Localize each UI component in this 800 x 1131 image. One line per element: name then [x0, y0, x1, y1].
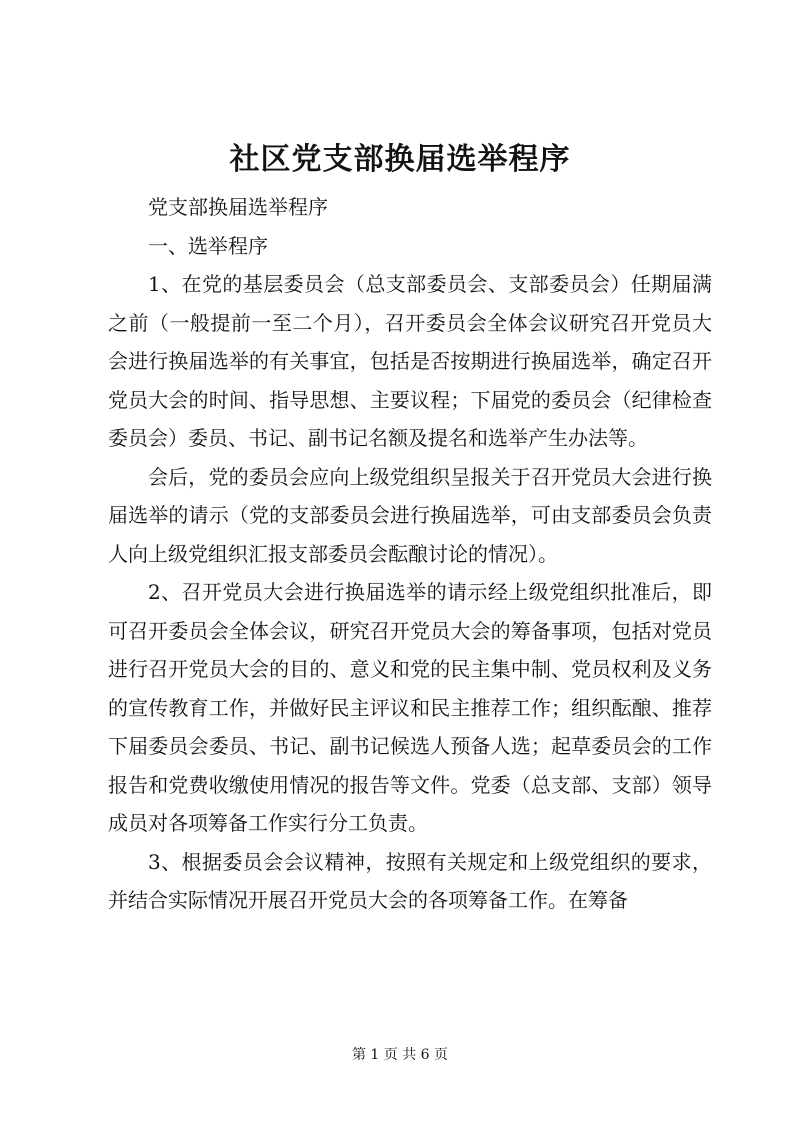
section-heading: 一、选举程序 — [148, 233, 268, 258]
body-paragraph: 1、在党的基层委员会（总支部委员会、支部委员会）任期届满之前（一般提前一至二个月），召开委员会全体会议研究召开党员大会进行换届选举的有关事宜，包括是否按期进行换届选举，确定召开党员大会的时间、指导思想、主要议程；下届党的委员会（纪律检查委员会）委员、书记、副书记名额及提名和选举产生办法等。 — [108, 272, 712, 450]
body-paragraph: 会后，党的委员会应向上级党组织呈报关于召开党员大会进行换届选举的请示（党的支部委员会进行换届选举，可由支部委员会负责人向上级党组织汇报支部委员会酝酿讨论的情况）。 — [108, 464, 712, 566]
subtitle-paragraph: 党支部换届选举程序 — [148, 195, 328, 219]
document-body — [108, 188, 712, 920]
body-paragraph: 3、根据委员会会议精神，按照有关规定和上级党组织的要求，并结合实际情况开展召开党员大会的各项筹备工作。在筹备 — [108, 849, 712, 912]
document-title: 社区党支部换届选举程序 — [229, 142, 571, 177]
body-paragraph: 2、召开党员大会进行换届选举的请示经上级党组织批准后，即可召开委员会全体会议，研究召开党员大会的筹备事项，包括对党员进行召开党员大会的目的、意义和党的民主集中制、党员权利及义务的宣传教育工作，并做好民主评议和民主推荐工作；组织酝酿、推荐下届委员会委员、书记、副书记候选人预备人选；起草委员会的工作报告和党费收缴使用情况的报告等文件。党委（总支部、支部）领导成员对各项筹备工作实行分工负责。 — [108, 580, 712, 835]
page-number-footer: 第 1 页 共 6 页 — [351, 1047, 449, 1063]
